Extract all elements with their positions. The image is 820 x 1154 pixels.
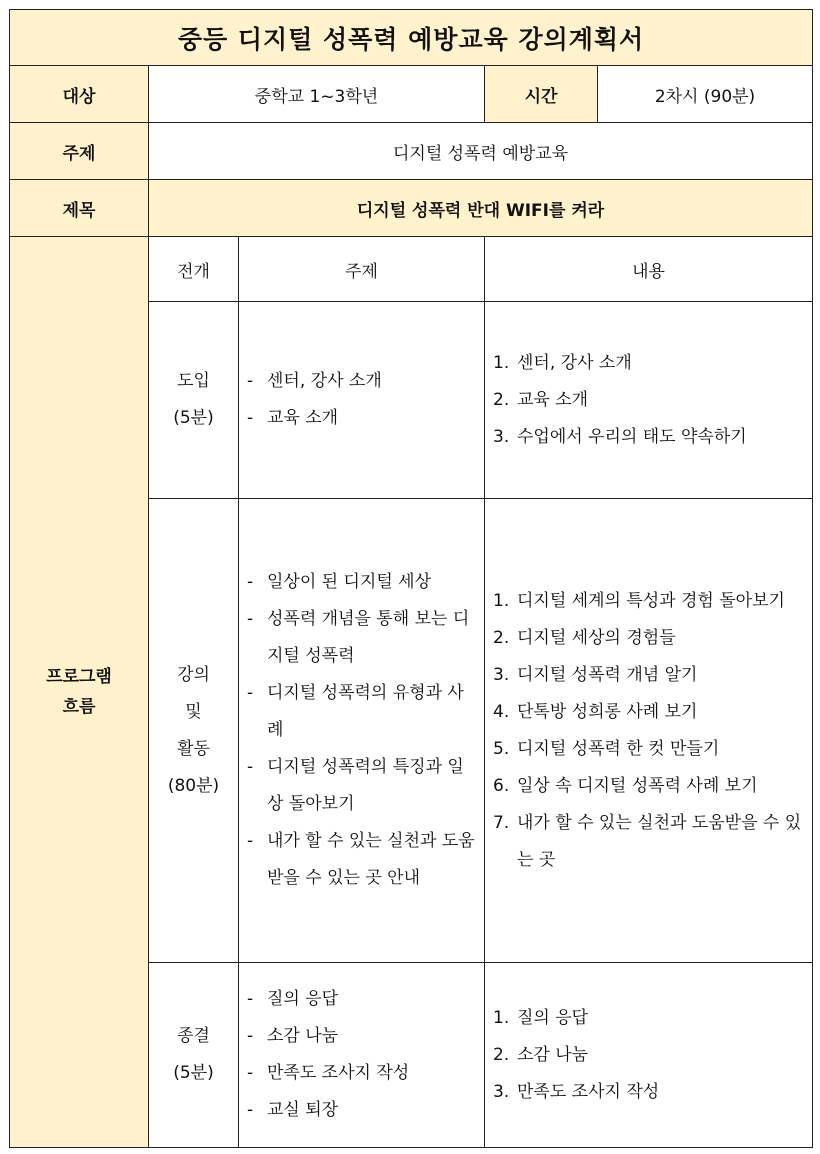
stage-name-line: 종결 [177,1026,210,1046]
content-item: 만족도 조사지 작성 [517,1081,660,1102]
stage-topics [239,302,485,499]
topic-item: - 질의 응답 [247,981,478,1018]
content-item: 센터, 강사 소개 [517,352,632,373]
topic-item: - 만족도 조사지 작성 [247,1055,478,1092]
subject-value: 디지털 성폭력 반대 WIFI를 켜라 [149,180,813,237]
content-item: 일상 속 디지털 성폭력 사례 보기 [517,775,758,796]
stage-name [149,302,239,499]
topic-item: - 센터, 강사 소개 [247,363,478,400]
content-item: 디지털 성폭력 한 컷 만들기 [517,738,720,759]
stage-name-line: 활동 [177,738,210,759]
content-item: 내가 할 수 있는 실천과 도움받을 수 있는 곳 [517,812,802,870]
stage-name-line: 도입 [177,371,210,391]
content-item: 디지털 성폭력 개념 알기 [517,664,698,685]
target-value: 중학교 1~3학년 [149,66,485,123]
stage-topics [239,499,485,963]
stage-name-line: 및 [185,701,202,722]
stage-name [149,499,239,963]
topic-item: - 일상이 된 디지털 세상 [247,564,478,601]
page-title: 중등 디지털 성폭력 예방교육 강의계획서 [10,10,813,66]
program-flow-label-line1: 프로그램 [46,667,112,687]
subject-label: 제목 [10,180,149,237]
lecture-plan-table [9,9,813,1148]
stage-name-line: (80분) [167,775,220,796]
stage-name-line: (5분) [173,408,214,428]
stage-topics [239,963,485,1148]
content-item: 소감 나눔 [517,1044,589,1065]
program-flow-label-line2: 흐름 [62,697,96,717]
content-item: 질의 응답 [517,1007,589,1028]
time-label: 시간 [485,66,598,123]
stage-name-line: 강의 [177,664,210,685]
topic-item: - 디지털 성폭력의 특징과 일상 돌아보기 [247,749,478,823]
content-item: 디지털 세상의 경험들 [517,627,676,648]
stage-name-line: (5분) [173,1063,214,1083]
content-item: 단톡방 성희롱 사례 보기 [517,701,698,722]
theme-label: 주제 [10,123,149,180]
content-header: 내용 [485,237,813,302]
time-value: 2차시 (90분) [598,66,813,123]
topic-item: - 교육 소개 [247,400,478,437]
theme-value: 디지털 성폭력 예방교육 [149,123,813,180]
topic-item: - 성폭력 개념을 통해 보는 디지털 성폭력 [247,601,478,675]
stage-contents [485,499,813,963]
content-item: 디지털 세계의 특성과 경험 돌아보기 [517,590,785,611]
target-label: 대상 [10,66,149,123]
topic-item: - 디지털 성폭력의 유형과 사례 [247,675,478,749]
stage-contents [485,302,813,499]
stage-header: 전개 [149,237,239,302]
topic-header: 주제 [239,237,485,302]
stage-contents [485,963,813,1148]
stage-name [149,963,239,1148]
program-flow-label [10,237,149,1148]
topic-item: - 소감 나눔 [247,1018,478,1055]
topic-item: - 내가 할 수 있는 실천과 도움받을 수 있는 곳 안내 [247,823,478,897]
content-item: 교육 소개 [517,389,589,410]
content-item: 수업에서 우리의 태도 약속하기 [517,426,747,447]
topic-item: - 교실 퇴장 [247,1092,478,1129]
